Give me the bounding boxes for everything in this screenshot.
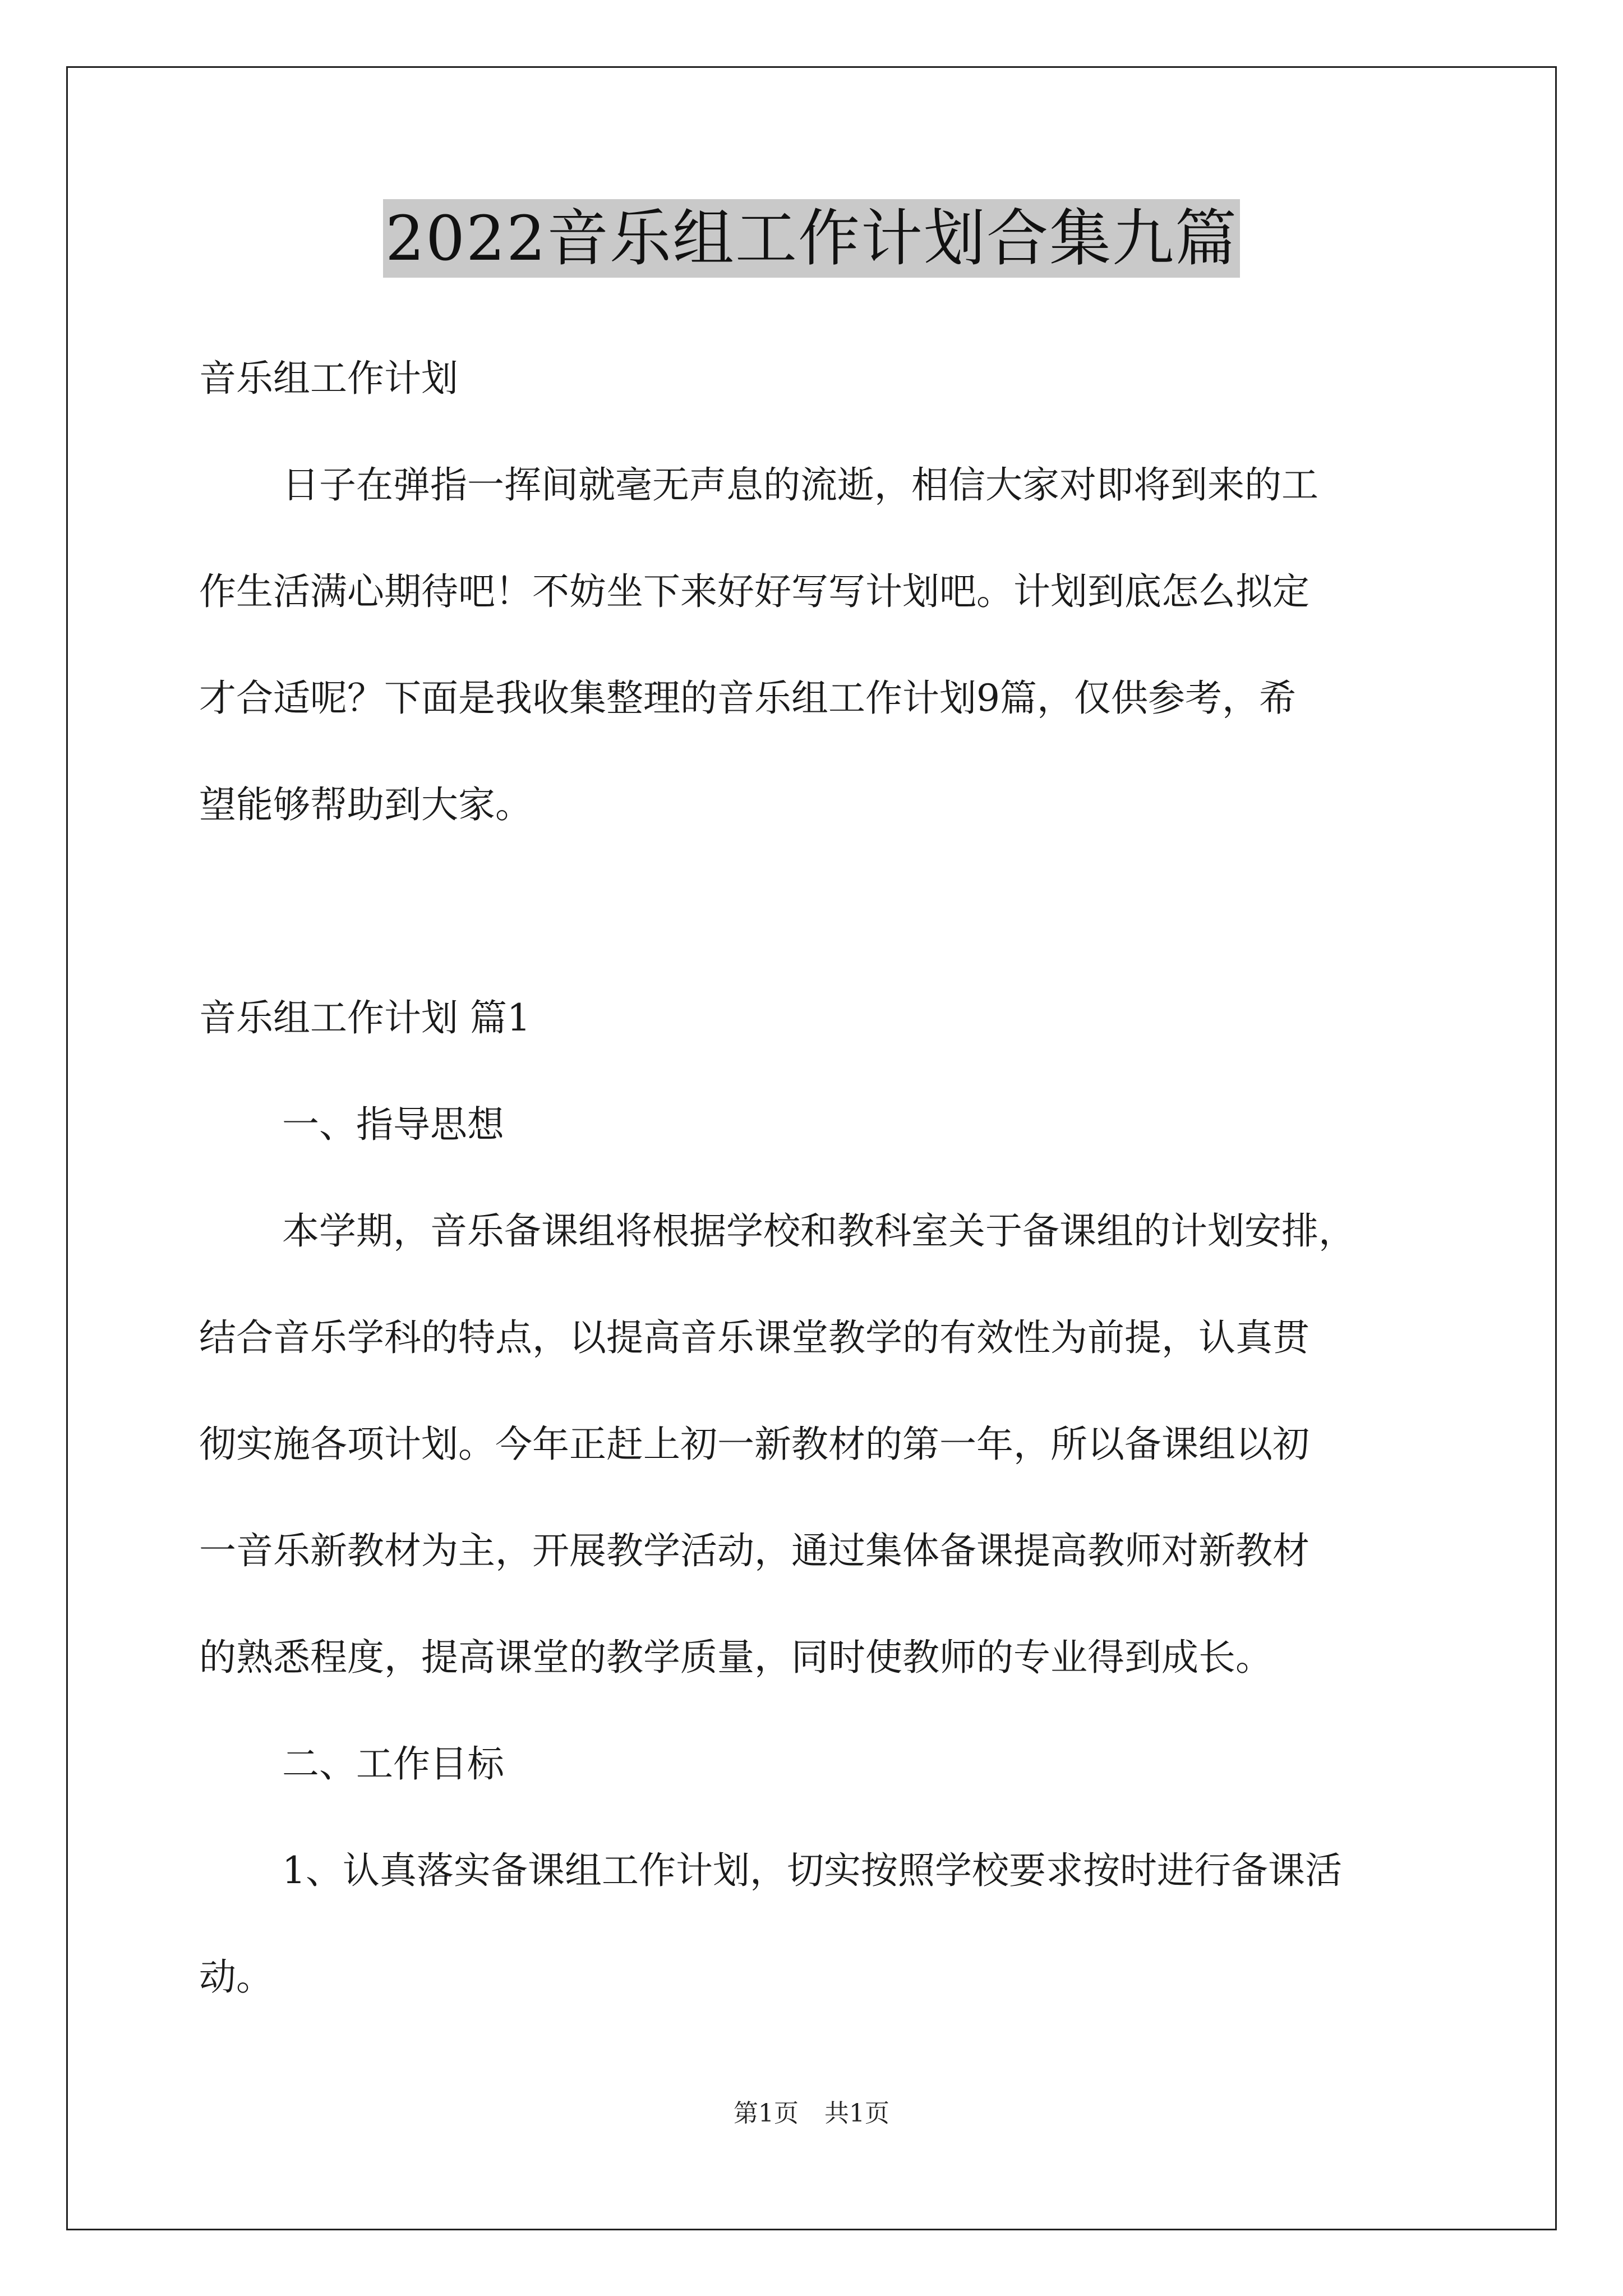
page-number-total: 共1页 (824, 2099, 889, 2128)
intro-line: 作生活满心期待吧！不妨坐下来好好写写计划吧。计划到底怎么拟定 (199, 570, 1310, 613)
page-footer (0, 2097, 1623, 2131)
body-line: 一音乐新教材为主，开展教学活动，通过集体备课提高教师对新教材 (199, 1529, 1310, 1572)
body-line: 本学期，音乐备课组将根据学校和教科室关于备课组的计划安排， (282, 1209, 1355, 1253)
body-line: 结合音乐学科的特点，以提高音乐课堂教学的有效性为前提，认真贯 (199, 1316, 1310, 1359)
intro-line: 望能够帮助到大家。 (199, 783, 532, 826)
intro-line: 才合适呢？下面是我收集整理的音乐组工作计划9篇，仅供参考，希 (199, 677, 1296, 720)
subsection-heading: 一、指导思想 (282, 1103, 504, 1146)
body-line: 的熟悉程度，提高课堂的教学质量，同时使教师的专业得到成长。 (199, 1636, 1272, 1679)
intro-line: 日子在弹指一挥间就毫无声息的流逝，相信大家对即将到来的工 (282, 463, 1318, 507)
subsection-heading: 二、工作目标 (282, 1742, 504, 1786)
title-wrap (0, 199, 1623, 278)
body-line: 1、认真落实备课组工作计划，切实按照学校要求按时进行备课活 (282, 1849, 1342, 1892)
body-line: 彻实施各项计划。今年正赶上初一新教材的第一年，所以备课组以初 (199, 1423, 1310, 1466)
intro-heading: 音乐组工作计划 (199, 357, 458, 400)
section-heading: 音乐组工作计划 篇1 (199, 996, 531, 1039)
document-title: 2022音乐组工作计划合集九篇 (383, 199, 1240, 278)
body-line: 动。 (199, 1955, 273, 1999)
page-number-current: 第1页 (734, 2099, 799, 2128)
